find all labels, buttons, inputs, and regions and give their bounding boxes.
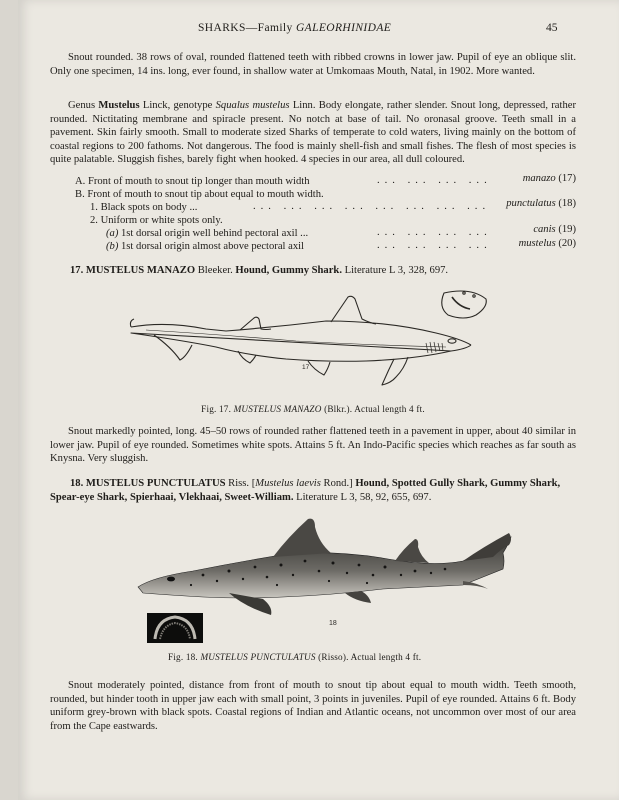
page-number: 45 — [546, 22, 558, 34]
fig-17-number: 17 — [302, 364, 310, 371]
key-line-b1: 1. Black spots on body ... — [90, 202, 198, 213]
key-result-bb: mustelus (20) — [518, 238, 576, 249]
species-18-heading: 18. MUSTELUS PUNCTULATUS Riss. [Mustelus laevis Rond.] Hound, Spotted Gully Shark, Gummy Shark, Spear-eye Shark, Spierhaai, Vlekhaai, Sweet-William. Literature L 3, 58, 92, 655, 697. — [50, 478, 561, 503]
key-line-b: B. Front of mouth to snout tip about equal to mouth width. — [75, 189, 324, 200]
key-line-b2: 2. Uniform or white spots only. — [90, 215, 223, 226]
key-result-b1: punctulatus (18) — [506, 198, 576, 209]
intro-paragraph: Snout rounded. 38 rows of oval, rounded flattened teeth with ribbed crowns in lower jaw. Pupil of eye an oblique slit. Only one specimen, 14 ins. long, ever found, in shallow water at Umkomaas Mouth, Natal, in 1902. More wanted. — [50, 52, 576, 77]
key-line-a: A. Front of mouth to snout tip longer than mouth width — [75, 176, 310, 187]
key-line-bb: (b) 1st dorsal origin almost above pectoral axil — [106, 241, 304, 252]
header-title: SHARKS—Family — [198, 22, 296, 34]
genus-paragraph: Genus Mustelus Linck, genotype Squalus mustelus Linn. Body elongate, rather slender. Snout long, depressed, rather rounded. Nictitating membrane and spiracle present. No notch at base of tail. No oronasal groove. Teeth small in a pavement. Skin fairly smooth. Small to moderate sized Sharks of temperate to cold waters, living mainly on the bottom of coastal regions to 200 fathoms. Not dangerous. The food is mainly shell-fish and small fishes. The flesh of most species is quite palatable. Sluggish fishes, barely fight when hooked. 4 species in our area, all dull coloured. — [50, 100, 576, 166]
genus-name: Mustelus — [98, 100, 140, 111]
running-header — [198, 22, 391, 34]
key-line-ba: (a) 1st dorsal origin well behind pectoral axil ... — [106, 228, 309, 239]
figure-18-caption: Fig. 18. MUSTELUS PUNCTULATUS (Risso). Actual length 4 ft. — [168, 652, 422, 662]
book-page — [18, 0, 619, 800]
species-key: A. Front of mouth to snout tip longer than mouth width ... ... ... ... manazo (17) B. Front of mouth to snout tip about equal to mouth width. 1. Black spots on body ... ... ... ... ... ... ... ... ... punctulatus (18) 2. Uniform or white spots only. (a) 1st dorsal origin well behind pectoral axil ... ... ... ... ... canis (19) (b) 1st dorsal origin almost above pectoral axil ... ... ... ... mustelus (20) — [75, 173, 576, 252]
species-18-description: Snout moderately pointed, distance from front of mouth to snout tip about equal to mouth width. Teeth smooth, rounded, but hinder tooth in upper jaw each with small point, 3 points in juveniles. Pupil of eye rounded. Attains 6 ft. Body uniform grey-brown with black spots. Coastal regions of Indian and Atlantic oceans, not uncommon over most of our area from the Cape eastwards. — [50, 680, 576, 732]
species-17-description: Snout markedly pointed, long. 45–50 rows of rounded rather flattened teeth in a pavement in upper, about 40 similar in lower jaw. Pupil of eye rounded. Sometimes white spots. Attains 5 ft. An Indo-Pacific species which reaches as far south as Knysna. Very sluggish. — [50, 426, 576, 465]
genotype: Squalus mustelus — [215, 100, 290, 111]
figure-17-drawing — [126, 285, 496, 395]
figure-17-caption: Fig. 17. MUSTELUS MANAZO (Blkr.). Actual length 4 ft. — [201, 404, 425, 414]
fig-18-number: 18 — [329, 620, 337, 627]
key-result-a: manazo (17) — [522, 173, 576, 184]
jaw-inset — [147, 613, 203, 643]
figure-18-photo — [133, 515, 513, 645]
key-result-ba: canis (19) — [533, 224, 576, 235]
header-family: GALEORHINIDAE — [295, 22, 392, 34]
species-17-heading: 17. MUSTELUS MANAZO Bleeker. Hound, Gummy Shark. Literature L 3, 328, 697. — [70, 265, 449, 276]
